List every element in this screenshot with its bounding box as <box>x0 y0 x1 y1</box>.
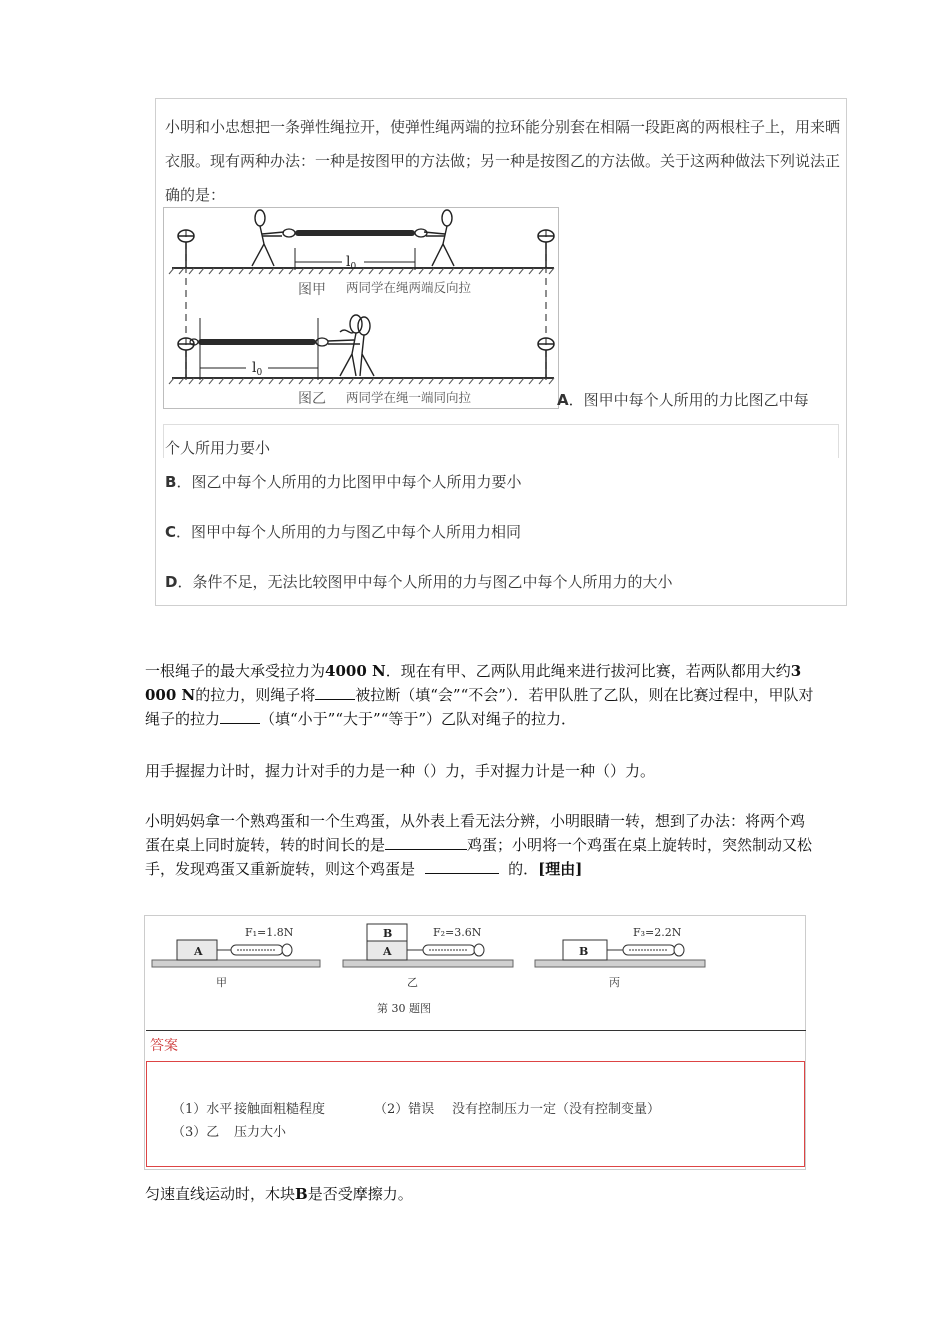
q2-force: 3 000 N <box>145 662 802 704</box>
length-label-top: $l_0$ <box>346 254 357 272</box>
q4-text-2: 鸡蛋；小明将一个鸡蛋在桌上旋转时，突然制动又松手，发现鸡蛋又重新旋转，则这个鸡蛋是 <box>145 836 813 878</box>
question-4 <box>145 809 815 881</box>
q2-blank-2[interactable] <box>220 709 260 724</box>
label-jia: 图甲 <box>298 282 326 298</box>
q5-text-2: 是否受摩擦力。 <box>307 1185 413 1203</box>
answer-2-2: 没有控制压力一定（没有控制变量） <box>452 1102 661 1117</box>
q4-text-1: 小明妈妈拿一个熟鸡蛋和一个生鸡蛋，从外表上看无法分辨，小明眼睛一转，想到了办法：将两个鸡蛋在桌上同时旋转，转的时间长的是 <box>145 812 806 854</box>
option-a-text-1: 图甲中每个人所用的力比图乙中每 <box>583 391 809 409</box>
answer-label: 答案 <box>150 1038 178 1054</box>
option-b-letter: B <box>165 473 177 491</box>
friction-diagram <box>145 916 805 1026</box>
option-d[interactable]: D．条件不足，无法比较图甲中每个人所用的力与图乙中每个人所用力的大小 <box>165 573 673 591</box>
question-3: 用手握握力计时，握力计对手的力是一种（）力，手对握力计是一种（）力。 <box>145 762 656 780</box>
setup-yi <box>343 924 513 967</box>
q2-text-1: 一根绳子的最大承受拉力为 <box>145 662 326 680</box>
option-d-text: 条件不足，无法比较图甲中每个人所用的力与图乙中每个人所用力的大小 <box>192 573 673 591</box>
setup-bing <box>535 940 705 967</box>
option-a-letter: A <box>557 391 569 409</box>
q4-blank-1[interactable] <box>385 835 467 850</box>
question-5 <box>145 1183 413 1204</box>
q2-text-3: 的拉力，则绳子将 <box>195 686 316 704</box>
ground-bottom <box>169 378 554 384</box>
answer-3-1: （3）乙 <box>172 1125 220 1140</box>
rope-top <box>283 229 427 237</box>
post-top-right <box>538 230 554 268</box>
rope-bottom <box>190 338 328 346</box>
answer-2-1: （2）错误 <box>374 1102 435 1117</box>
label-bing: 丙 <box>609 976 620 989</box>
length-label-bottom: $l_0$ <box>252 360 263 378</box>
q2-text-2: ．现在有甲、乙两队用此绳来进行拔河比赛，若两队都用大约 <box>385 662 791 680</box>
rope-figure <box>163 207 559 409</box>
answer-row-1 <box>172 1098 660 1117</box>
q5-text-1: 匀速直线运动时，木块 <box>145 1185 296 1203</box>
block-b-bing: B <box>579 945 589 958</box>
post-bottom-right <box>538 338 554 378</box>
q4-reason: [理由] <box>538 860 583 878</box>
question-1-stem: 小明和小忠想把一条弹性绳拉开，使弹性绳两端的拉环能分别套在相隔一段距离的两根柱子上，用来晒衣服。现有两种办法：一种是按图甲的方法做；另一种是按图乙的方法做。关于这两种做法下列说法正确的是： <box>165 118 841 204</box>
option-a-text-2: 个人所用力要小 <box>165 439 271 457</box>
option-b[interactable]: B．图乙中每个人所用的力比图甲中每个人所用力要小 <box>165 473 522 491</box>
setup-jia <box>152 940 320 967</box>
caption-yi: 两同学在绳一端同向拉 <box>346 390 472 405</box>
option-c-letter: C <box>165 523 177 541</box>
rope-diagram <box>164 208 558 408</box>
block-a-jia: A <box>194 945 203 958</box>
answer-1-2: 接触面粗糙程度 <box>234 1102 326 1117</box>
q2-max-force: 4000 N <box>325 662 386 680</box>
option-b-text: 图乙中每个人所用的力比图甲中每个人所用力要小 <box>191 473 522 491</box>
label-yi-2: 乙 <box>407 976 418 989</box>
ground-top <box>169 268 554 274</box>
force-f1: F₁=1.8N <box>245 926 294 939</box>
answer-1-1: （1）水平 <box>172 1102 233 1117</box>
q4-blank-2[interactable] <box>425 859 499 874</box>
answer-divider <box>146 1030 806 1031</box>
option-c[interactable]: C．图甲中每个人所用的力与图乙中每个人所用力相同 <box>165 523 522 541</box>
q2-text-5: （填“小于”“大于”“等于”）乙队对绳子的拉力． <box>260 710 577 728</box>
answer-3-2: 压力大小 <box>234 1125 287 1140</box>
post-top-left <box>178 230 194 268</box>
question-2 <box>145 659 815 731</box>
q5-block-b: B <box>295 1185 308 1203</box>
q4-text-3: 的． <box>508 860 539 878</box>
persons-bottom <box>328 315 374 376</box>
option-d-letter: D <box>165 573 178 591</box>
label-jia-2: 甲 <box>216 976 227 989</box>
q2-blank-1[interactable] <box>315 685 355 700</box>
person-left-top <box>252 210 284 266</box>
caption-jia: 两同学在绳两端反向拉 <box>346 280 472 295</box>
answer-row-2 <box>172 1121 286 1140</box>
option-c-text: 图甲中每个人所用的力与图乙中每个人所用力相同 <box>191 523 522 541</box>
figure-caption: 第 30 题图 <box>377 1002 431 1015</box>
block-b-yi: B <box>383 927 393 940</box>
force-f2: F₂=3.6N <box>433 926 482 939</box>
q2-text-4: 被拉断（填“会”“不会”）．若甲队胜了乙队，则在比赛过程中，甲队对绳子的拉力 <box>145 686 814 728</box>
person-right-top <box>424 210 454 266</box>
block-a-yi: A <box>383 945 392 958</box>
force-f3: F₃=2.2N <box>633 926 682 939</box>
option-a[interactable]: A．图甲中每个人所用的力比图乙中每 <box>557 391 809 409</box>
label-yi: 图乙 <box>298 391 326 407</box>
